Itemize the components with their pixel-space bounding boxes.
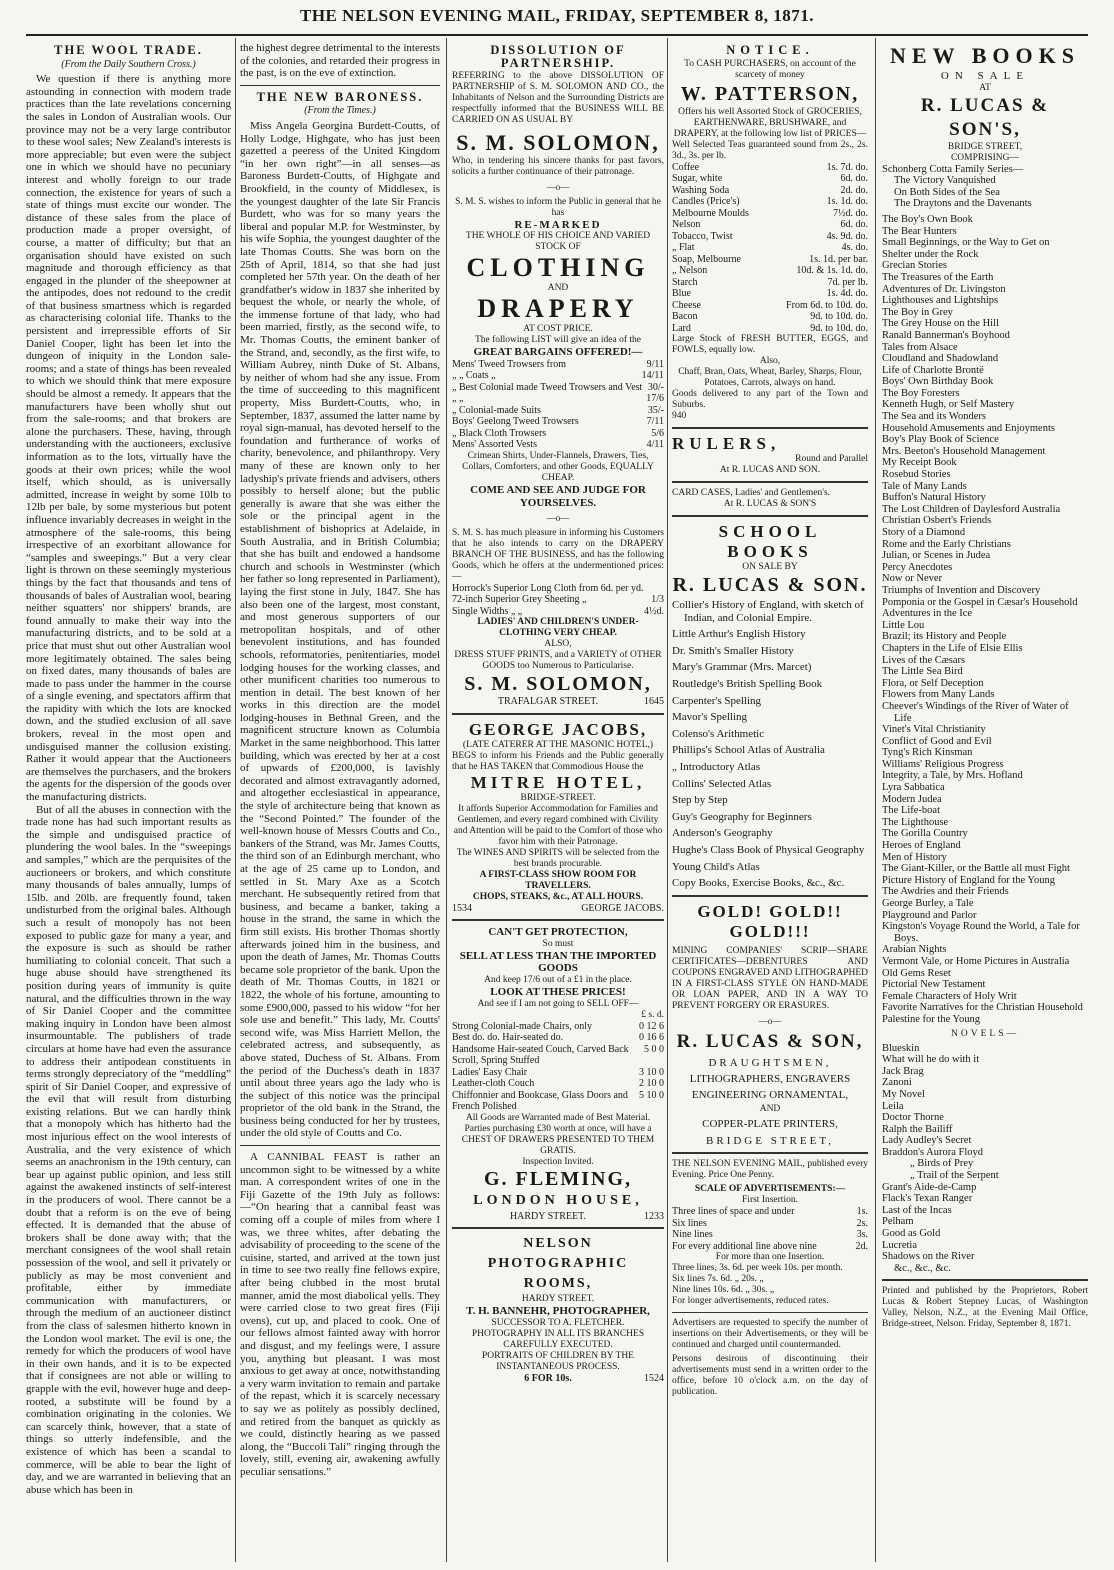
list-item: My Receipt Book (882, 457, 957, 469)
crimean-text: Crimean Shirts, Under-Flannels, Drawers, Ties, Collars, Comforters, and other Goods, EQUALLY CHEAP. (462, 450, 654, 483)
list-item: Lighthouses and Lightships (882, 295, 999, 307)
list-item: Colenso's Arithmetic (672, 727, 765, 740)
desirous-text: Persons desirous of discontinuing their advertisements must send in a written order to the office, before 10 o'clock a.m. on the day of publication. (672, 1354, 868, 1398)
list-item: Kenneth Hugh, or Self Mastery (882, 399, 1015, 411)
price-row: Three lines of space and under 1s. (672, 1206, 868, 1218)
monthly-rate: Six lines 7s. 6d. „ 20s. „ (672, 1274, 764, 1285)
grocery-list (672, 162, 868, 335)
column-rule (446, 38, 447, 1562)
jacobs-name: GEORGE JACOBS, (468, 719, 648, 739)
price-row: Lard 9d. to 10d. do. (672, 322, 868, 334)
list-item: Shelter under the Rock (882, 248, 979, 260)
list-item: Adventures in the Ice (882, 608, 973, 620)
list-item: Last of the Incas (882, 1204, 952, 1216)
rulers-at: At R. LUCAS AND SON. (719, 465, 821, 476)
list-item: Life of Charlotte Brontë (882, 364, 984, 376)
list-item: Tyng's Rich Kinsman (882, 747, 973, 759)
list-item: Routledge's British Spelling Book (672, 678, 823, 691)
baroness-source: (From the Times.) (304, 105, 376, 117)
price-row: Strong Colonial-made Chairs, only 0 12 6 (452, 1020, 664, 1032)
list-item: Boys' Own Birthday Book (882, 376, 994, 388)
list-item: Palestine for the Young (882, 1013, 980, 1025)
list-item: Vermont Vale, or Home Pictures in Australia (882, 955, 1070, 967)
list-item: On Both Sides of the Sea (894, 186, 1000, 198)
list-item: Brazil; its History and People (882, 631, 1007, 643)
price-row: Mens' Tweed Trowsers from 9/11 (452, 358, 664, 370)
list-item: Lucretia (882, 1239, 917, 1251)
list-item: Grecian Stories (882, 260, 948, 272)
drapery-heading: DRAPERY (477, 294, 639, 324)
price-row: Mens' Assorted Vests 4/11 (452, 439, 664, 451)
list-item: Rome and the Early Christians (882, 538, 1011, 550)
list-item: The Gorilla Country (882, 828, 968, 840)
list-item: Collier's History of England, with sketch of Indian, and Colonial Empire. (672, 599, 864, 624)
list-item: Dr. Smith's Smaller History (672, 644, 794, 657)
list-item: Braddon's Aurora Floyd (882, 1146, 984, 1158)
list-item: The Boy in Grey (882, 306, 953, 318)
list-item: Cheever's Windings of the River of Water of Life (882, 700, 1069, 724)
first-insertion: First Insertion. (742, 1195, 798, 1206)
list-item: Tales from Alsace (882, 341, 958, 353)
list-item: Little Arthur's English History (672, 628, 806, 641)
street-row: HARDY STREET. 1233 (509, 1210, 664, 1222)
list-item: Blueskin (882, 1042, 920, 1054)
list-item: Leila (882, 1100, 904, 1112)
photo-title: NELSON PHOTOGRAPHIC ROOMS, (487, 1236, 629, 1292)
price-row: „ „ Coats „ 14/11 (452, 370, 664, 382)
monthly-rate: Nine lines 10s. 6d. „ 30s. „ (672, 1285, 775, 1296)
list-item: Pomponia or the Gospel in Cæsar's Household (882, 596, 1078, 608)
school-books-title: SCHOOL BOOKS (718, 522, 822, 562)
price-row: Cheese From 6d. to 10d. do. (672, 299, 868, 311)
new-book-list (882, 164, 1088, 1275)
cards-title: CARD CASES, Ladies' and Gentlemen's. (672, 488, 831, 499)
separator: —o— (546, 182, 570, 193)
divider (240, 1145, 440, 1146)
column-rule (667, 38, 668, 1562)
list-item: Percy Anecdotes (882, 561, 953, 573)
patterson-offers: Offers his well Assorted Stock of GROCERIES, EARTHENWARE, BRUSHWARE, and DRAPERY, at the following low list of PRICES— (673, 106, 867, 139)
photo-branches: PHOTOGRAPHY IN ALL ITS BRANCHES CAREFULLY EXECUTED. (471, 1328, 645, 1350)
cost-label: AT COST PRICE. (523, 324, 593, 335)
price-row: 6 FOR 10s. 1524 (524, 1372, 664, 1384)
cards-at: At R. LUCAS & SON'S (723, 499, 817, 510)
lucas-copperplate: COPPER-PLATE PRINTERS, (702, 1118, 838, 1131)
and-see: And see if I am not going to SELL OFF— (477, 998, 639, 1009)
list-item: The Boy's Own Book (882, 213, 973, 225)
photo-street: HARDY STREET. (521, 1294, 595, 1305)
list-item: Copy Books, Exercise Books, &c., &c. (672, 877, 845, 890)
london-house: LONDON HOUSE, (473, 1192, 643, 1208)
list-item: Small Beginnings, or the Way to Get on (882, 237, 1050, 249)
list-item: Schonberg Cotta Family Series— (882, 163, 1024, 175)
list-item: Conflict of Good and Evil (882, 735, 992, 747)
lucas-lithographers: LITHOGRAPHERS, ENGRAVERS (689, 1072, 851, 1085)
list-item: Jack Brag (882, 1065, 924, 1077)
rulers-line: Round and Parallel (795, 454, 868, 465)
price-row: Soap, Melbourne 1s. 1d. per bar. (672, 253, 868, 265)
price-row: „ Flat 4s. do. (672, 242, 868, 254)
list-item: The Lighthouse (882, 816, 949, 828)
column-4 (672, 42, 868, 1562)
jacobs-wines: The WINES AND SPIRITS will be selected from the best brands procurable. (456, 847, 660, 869)
solomon-wishes: S. M. S. wishes to inform the Public in general that he has (455, 196, 661, 218)
price-row: 72-inch Superior Grey Sheeting „ 1/3 (452, 594, 664, 606)
cannibal-paragraph: A CANNIBAL FEAST is rather an uncommon sight to be witnessed by a white man. A correspondent writes of one in the Fiji Gazette of the 19th July as follows:—“On hearing that a cannibal feast was coming off a couple of miles from where I was, we three whites, after debating the advisability of proceeding to the scene of the cuisine, started, and arrived at the town just in time to see two really fine fellows expire, after being clubbed in the most brutal manner, amid the most diabolical yells. They were carried close to two great fires (Fiji ovens), cut up, and placed to cook. One of our fellows almost fainted away with horror and disgust, and my feelings were, I assure you, anything but pleasant. I was most anxious to get away at once, notwithstanding a very warm invitation to remain and partake of the repast, which it is scarcely necessary to say we as politely as possibly declined, and retired from the banquet as quickly as we could, distinctly hearing as we passed along, the “Buccoli Tali” ringing through the lovely, still, evening air, awakening awfully peculiar sensations.” (240, 1151, 440, 1478)
at-label: AT (979, 82, 991, 93)
photo-successor: SUCCESSOR TO A. FLETCHER. (491, 1317, 625, 1328)
new-books-title: NEW BOOKS (890, 43, 1080, 68)
column-1 (26, 42, 231, 1562)
jacobs-chops: CHOPS, STEAKS, &c., AT ALL HOURS. (472, 891, 644, 902)
chaff-text: Chaff, Bran, Oats, Wheat, Barley, Sharps, Flour, Potatoes, Carrots, always on hand. (678, 367, 862, 389)
list-item: The Boy Foresters (882, 387, 960, 399)
solomon-thanks: Who, in tendering his sincere thanks for past favors, solicits a further continuance of their patronage. (452, 156, 664, 178)
price-row: „ Best Colonial made Tweed Trowsers and Vest 30/- (452, 381, 664, 393)
list-item: Step by Step (672, 794, 728, 807)
list-item: Hughe's Class Book of Physical Geography (672, 844, 865, 856)
divider (672, 515, 868, 517)
wool-continuation: the highest degree detrimental to the interests of the colonies, and retarded their progress in the past, is on the eve of extinction. (240, 42, 440, 80)
school-sale: ON SALE BY (742, 562, 798, 573)
list-item: Little Lou (882, 619, 925, 631)
list-item: Christian Osbert's Friends (882, 515, 992, 527)
list-item: Boy's Play Book of Science (882, 434, 999, 446)
price-row: „ „ 17/6 (452, 393, 664, 405)
baroness-paragraph: Miss Angela Georgina Burdett-Coutts, of Holly Lodge, Highgate, who has just been gazetted a peeress of the United Kingdom “in her own right”—in all senses—as Baroness Burdett-Coutts, of Highgate and Brookfield, in the county of Middlesex, is the youngest daughter of the late Sir Francis Burdett, who was for so many years the liberal and popular M.P. for Westminster, by his wife Sophia, the youngest daughter of the late Thomas Coutts. She was born on the 25th of April, 1814, so that she had just completed her 57th year. On the death of her grandfather's widow in 1837 she inherited by bequest the whole, or nearly the whole, of the immense fortune of that lady, who had been married, firstly, as the second wife, to Mr. Thomas Coutts, the eminent banker of the Strand, and, secondly, as the first wife, to William Aubrey, ninth Duke of St. Albans, by neither of whom had she any issue. From the time of succeeding to this magnificent property, Miss Burdett-Coutts, who, in September, 1837, assumed the latter name by royal sign-manual, has devoted herself to the foundation and furtherance of works of charity, benevolence, and philanthropy. Very many of these are known only to her ladyship's private friends and advisers, others possibly to herself alone; but the public generally is aware that she was either the sole or the principal agent in the establishment of bishoprics at Adelaide, in South Australia, and in British Columbia; that she has built and endowed a handsome church and schools in Westminster (which her father so long represented in Parliament), laying the first stone in July, 1847. She has also been one of the largest, most constant, and most generous supporters of our metropolitan hospitals, and of other benevolent institutions, and has founded schools, reformatories, penitentiaries, model lodging houses for the working classes, and other munificent charities too numerous to mention in detail. The best known of her works in this direction are the model lodging-houses in Bethnal Green, and the magnificent structure known as Columbia Market in the same neighborhood. This latter building, which was erected by her at a cost of upwards of £200,000, is lavishly decorated and almost extravagantly adorned, and altogether ecclesiastical in appearance, the style of architecture being that known as the “Second Pointed.” The founder of the well-known house of Messrs Coutts and Co., bankers of the Strand, was Mr. James Coutts, the third son of an Edinburgh merchant, who at the age of 25 came up to London, and settled in St. Mary Axe as a Scotch merchant. He subsequently retired from that business, and became a banker, taking a house in the strand, the same in which the firm still exists. His brother Thomas shortly afterwards joined him in the business, and upon the death of James, Mr. Thomas Coutts became sole proprietor of the bank. Upon the death of Mr. Thomas Coutts, in 1821 or 1822, the whole of his fortune, amounting to some £900,000, passed to his widow “for her sole use and benefit.” This lady, Mr. Coutts' second wife, was Miss Harriett Mellon, the celebrated actress, and subsequently, as above stated, Duchess of St. Albans. From the period of the Duchess's death in 1837 until about three years ago the lady who is the subject of this notice was the principal proprietor of the old bank in the Strand, the business being conducted for her by trustees, under the old style of Coutts and Co. (240, 119, 440, 1140)
comprising: COMPRISING— (950, 152, 1020, 163)
list-item: Men of History (882, 851, 947, 863)
price-row: Single Widths „ „ 4½d. (452, 605, 664, 617)
solomon-intro: REFERRING to the above DISSOLUTION OF PARTNERSHIP of S. M. SOLOMON AND CO., the Inhabitants of Nelson and the Surrounding Districts are respectfully informed that the BUSINESS WILL BE CARRIED ON AS USUAL BY (452, 71, 664, 126)
column-rule (235, 38, 236, 1562)
price-row: Blue 1s. 4d. do. (672, 288, 868, 300)
price-row: Chiffonnier and Bookcase, Glass Doors and French Polished 5 10 0 (452, 1089, 664, 1113)
baroness-title: THE NEW BARONESS. (256, 89, 424, 104)
list-item: Good as Gold (882, 1228, 941, 1240)
newbooks-street: BRIDGE STREET, (947, 141, 1023, 152)
price-row: Nelson 6d. do. (672, 219, 868, 231)
school-book-list (672, 599, 868, 890)
bargains-heading: GREAT BARGAINS OFFERED!— (473, 346, 643, 359)
list-item: „ Trail of the Serpent (910, 1170, 999, 1182)
divider (672, 1152, 868, 1154)
cant-heading: CAN'T GET PROTECTION, (488, 926, 628, 939)
list-item: The Awdries and their Friends (882, 886, 1009, 898)
price-row: „ Nelson 10d. & 1s. 1d. do. (672, 265, 868, 277)
list-item: Heroes of England (882, 840, 961, 852)
column-rule (875, 38, 876, 1562)
list-item: The Grey House on the Hill (882, 318, 999, 330)
divider (882, 1279, 1088, 1281)
list-item: Lives of the Cæsars (882, 654, 966, 666)
list-item: Flack's Texan Ranger (882, 1193, 973, 1205)
list-item: The Sea and its Wonders (882, 411, 986, 423)
list-item: The Giant-Killer, or the Battle all must Fight (882, 863, 1070, 875)
clothing-heading: CLOTHING (466, 253, 650, 283)
list-item: The Lost Children of Daylesford Australia (882, 503, 1061, 515)
price-row: Sugar, white 6d. do. (672, 173, 868, 185)
list-item: Shadows on the River (882, 1251, 975, 1263)
price-row: Boys' Geelong Tweed Trowsers 7/11 (452, 416, 664, 428)
jacobs-street: BRIDGE-STREET. (520, 792, 596, 803)
list-item: The Victory Vanquished (894, 175, 996, 187)
list-item: Doctor Thorne (882, 1112, 944, 1124)
wool-paragraph: We question if there is anything more astounding in connection with modern trade practices than the late revelations concerning the sales in London of Australian wools. Our province may not be a very large contributor to these wool sales; New Zealand's interests is more appreciable; but even were the subject one in which we should have no pecuniary interest and wholly foreign to our trade connection, the existence for years of such a state of things must excite our wonder. The distance of these sales from the place of production made a proper oversight, of course, a matter of difficulty; but that an organisation should have existed on such magnitude and thorough efficiency as that engaged in the plunder of the sheepowner at the antipodes, does not redound to the credit of that business smartness which is regarded as characterising colonial life. Thanks to the persistent and irrepressible efforts of Sir Daniel Cooper, light has been let into the dungeon of iniquity in the London sale-rooms; and a state of things has been revealed to which we should think that mere exposure should be almost a remedy. It appears that the manufacturers have been wholly shut out from the sale-rooms; and that brokers are alone the purchasers. These, having, through understanding with the auctioneers, exclusive information as to the lots, virtually have the goods at their own prices; while the wool itself, which should, as is universally admitted, increase in weight by some 10lb to 12lb per bale, by some mysterious but potent influence invariably decreases in weight in the atmosphere of the sale-rooms, this being irrespective of an exorbitant allowance for “samples and sweepings.” But a very clear light is thrown on these seemingly mysterious things by the fact that thousands and tens of thousands of bales of Australian wool, bearing neither squatters' nor shippers' brands, are found annually to make their way into the manufacturing districts, and to be sold at a price that must shut out other Australian wool more legitimately obtained. The sales being on fixed dates, many thousands of bales are made to pass under the hammer in the course of a single evening, and spectators affirm that the rapidity with which the lots are knocked down, and the studied exclusion of all save brokers, reveal in the most open and undisguised manner the collusion existing. Rather it would appear that the Auctioneers are themselves the purchasers, and the brokers the agents for the dispersion of the goods over the manufacturing districts. (26, 73, 231, 804)
list-item: The Treasures of the Earth (882, 271, 994, 283)
price-row: Horrock's Superior Long Cloth from 6d. per yd. (452, 582, 644, 594)
column-2 (240, 42, 440, 1562)
list-item: Lyra Sabbatica (882, 782, 945, 794)
solomon-name: S. M. SOLOMON, (456, 130, 660, 156)
list-item: Julian, or Scenes in Judea (882, 550, 991, 562)
list-item: The Little Sea Bird (882, 666, 963, 678)
divider (452, 713, 664, 715)
list-item: Tale of Many Lands (882, 480, 967, 492)
price-row: Washing Soda 2d. do. (672, 184, 868, 196)
list-item: Mavor's Spelling (672, 711, 748, 724)
list-item: Favorite Narratives for the Christian Household (882, 1002, 1083, 1014)
school-name: R. LUCAS & SON. (672, 574, 868, 597)
list-item: „ Birds of Prey (910, 1158, 974, 1170)
price-row: „ Colonial-made Suits 35/- (452, 404, 664, 416)
jacobs-begs: BEGS to inform his Friends and the Public generally that he HAS TAKEN that Commodious House the (452, 750, 664, 772)
list-item: Household Amusements and Enjoyments (882, 422, 1055, 434)
list-item: George Burley, a Tale (882, 898, 974, 909)
come-heading: COME AND SEE AND JUDGE FOR YOURSELVES. (470, 483, 646, 509)
column-3 (452, 42, 664, 1562)
street-row: TRAFALGAR STREET. 1645 (497, 696, 664, 708)
gold-title: GOLD! GOLD!! GOLD!!! (697, 901, 843, 941)
newbooks-name: R. LUCAS & SON'S, (920, 94, 1050, 140)
list-item: The Draytons and the Davenants (894, 198, 1032, 210)
price-row: Starch 7d. per lb. (672, 276, 868, 288)
price-row: Six lines 2s. (672, 1217, 868, 1229)
delivered-text: Goods delivered to any part of the Town and Suburbs. (672, 389, 868, 411)
more-insertion: For more than one Insertion. (715, 1252, 825, 1263)
price-row: Melbourne Moulds 7½d. do. (672, 207, 868, 219)
list-item: Zanoni (882, 1077, 912, 1089)
lucas-name: R. LUCAS & SON, (676, 1031, 864, 1053)
list-item: Mrs. Beeton's Household Management (882, 445, 1046, 457)
divider (672, 1312, 868, 1313)
list-item: Young Child's Atlas (672, 860, 760, 873)
wool-source: (From the Daily Southern Cross.) (61, 58, 196, 70)
so-must: So must (542, 938, 574, 949)
price-row: Coffee 1s. 7d. do. (672, 161, 868, 173)
price-row: Best do. do. Hair-seated do. 0 16 6 (452, 1032, 664, 1044)
lucas-street: BRIDGE STREET, (706, 1134, 834, 1147)
look-heading: LOOK AT THESE PRICES! (490, 986, 626, 999)
list-intro: The following LIST will give an idea of the (474, 335, 642, 346)
list-item: What will he do with it (882, 1054, 980, 1066)
butter-text: Large Stock of FRESH BUTTER, EGGS, and FOWLS, equally low. (672, 334, 868, 356)
sign-row: 1534 GEORGE JACOBS. (452, 902, 664, 914)
list-item: Flowers from Many Lands (882, 689, 995, 701)
list-item: Playground and Parlor (882, 909, 977, 921)
list-item: Grant's Aide-de-Camp (882, 1181, 977, 1193)
patterson-teas: Well Selected Teas guaranteed sound from 2s., 2s. 3d., 3s. per lb. (672, 139, 868, 161)
parties-text: Parties purchasing £30 worth at once, will have a CHEST OF DRAWERS PRESENTED TO THEM GRATIS. (461, 1123, 655, 1156)
inspection-text: Inspection Invited. (522, 1156, 594, 1167)
mail-text: THE NELSON EVENING MAIL, published every Evening. Price One Penny. (672, 1159, 868, 1181)
ad-number: 940 (672, 411, 687, 422)
cash-text: To CASH PURCHASERS, on account of the scarcety of money (684, 58, 856, 80)
list-item: Kingston's Voyage Round the World, a Tale for Boys. (882, 921, 1080, 944)
lucas-draughtsmen: DRAUGHTSMEN, (708, 1057, 832, 1070)
list-item: Anderson's Geography (672, 827, 773, 840)
patterson-name: W. PATTERSON, (680, 82, 860, 105)
list-item: Chapters in the Life of Elsie Ellis (882, 642, 1023, 654)
warranted-text: All Goods are Warranted made of Best Material. (465, 1112, 651, 1123)
list-item: Cloudland and Shadowland (882, 353, 999, 365)
price-row: Nine lines 3s. (672, 1229, 868, 1241)
list-item: Guy's Geography for Beginners (672, 810, 812, 823)
mitre-hotel: MITRE HOTEL, (470, 772, 646, 792)
list-item: Modern Judea (882, 793, 942, 805)
novels-heading: NOVELS— (951, 1028, 1019, 1039)
and-label: AND (759, 1104, 781, 1115)
ladies-heading: LADIES' AND CHILDREN'S UNDER-CLOTHING VERY CHEAP. (477, 617, 639, 639)
price-row: Tobacco, Twist 4s. 9d. do. (672, 230, 868, 242)
list-item: Phillips's School Atlas of Australia (672, 744, 825, 757)
rulers-title: RULERS, (672, 434, 781, 454)
column-5 (882, 42, 1088, 1562)
list-item: Pelham (882, 1216, 914, 1228)
top-rule (26, 34, 1088, 36)
list-item: Adventures of Dr. Livingston (882, 283, 1006, 295)
list-item: Picture History of England for the Young (882, 874, 1055, 886)
jacobs-affords: It affords Superior Accommodation for Families and Gentlemen, and every regard combined with Civility and Attention will be paid to the Comfort of those who favor him with their Patronage. (453, 803, 663, 847)
list-item: Now or Never (882, 573, 943, 585)
list-item: &c., &c., &c. (894, 1262, 951, 1274)
price-row: Handsome Hair-seated Couch, Carved Back Scroll, Spring Stuffed 5 0 0 (452, 1043, 664, 1067)
list-item: Rosebud Stories (882, 469, 951, 481)
price-row: Ladies' Easy Chair 3 10 0 (452, 1066, 664, 1078)
separator: —o— (758, 1015, 782, 1026)
monthly-rate: Three lines, 3s. 6d. per week 10s. per month. (672, 1263, 843, 1274)
divider (672, 481, 868, 483)
list-item: Story of a Diamond (882, 527, 966, 538)
divider (672, 895, 868, 897)
lucas-engineering: ENGINEERING ORNAMENTAL, (691, 1088, 849, 1101)
price-list (452, 359, 664, 451)
wool-title: THE WOOL TRADE. (54, 43, 203, 57)
list-item: Ralph the Bailiff (882, 1123, 953, 1135)
sell-heading: SELL AT LESS THAN THE IMPORTED GOODS (459, 949, 657, 975)
price-row: „ Black Cloth Trowsers 5/6 (452, 427, 664, 439)
list-item: Carpenter's Spelling (672, 694, 762, 707)
on-sale: ON SALE (940, 70, 1030, 82)
list-item: Vinet's Vital Christianity (882, 724, 986, 736)
list-item: Collins' Selected Atlas (672, 777, 772, 790)
list-item: Triumphs of Invention and Discovery (882, 584, 1041, 596)
list-item: Mary's Grammar (Mrs. Marcet) (672, 661, 812, 674)
divider (240, 85, 440, 86)
price-row: For every additional line above nine 2d. (672, 1240, 868, 1252)
list-item: The Life-boat (882, 805, 941, 817)
jacobs-show: A FIRST-CLASS SHOW ROOM FOR TRAVELLERS. (479, 869, 637, 891)
list-item: Female Characters of Holy Writ (882, 990, 1017, 1002)
list-item: „ Introductory Atlas (672, 761, 760, 774)
also-label: ALSO, (544, 639, 572, 650)
notice-title: NOTICE. (726, 43, 814, 57)
price-row: Candles (Price's) 1s. 1d. do. (672, 196, 868, 208)
drapery-branch: S. M. S. has much pleasure in informing his Customers that he also intends to carry on the DRAPERY BRANCH OF THE BUSINESS, and has the following Goods, which he offers at the undermentioned prices:— (452, 527, 664, 582)
dress-text: DRESS STUFF PRINTS, and a VARIETY of OTHER GOODS too Numerous to Particularise. (454, 650, 662, 672)
jacobs-late: (LATE CATERER AT THE MASONIC HOTEL,) (462, 739, 654, 750)
list-item: Ranald Bannerman's Boyhood (882, 329, 1010, 341)
divider (452, 919, 664, 921)
solomon-name-2: S. M. SOLOMON, (464, 673, 652, 696)
list-item: Arabian Nights (882, 944, 947, 956)
list-item: My Novel (882, 1088, 925, 1100)
list-item: Pictorial New Testament (882, 979, 986, 991)
keep-text: And keep 17/6 out of a £1 in the place. (484, 975, 632, 986)
wool-paragraph: But of all the abuses in connection with the trade none has had such important results as the simple and undisguised practice of plundering the wool bales. In the “sweepings and samples,” which are the perquisites of the auctioneers or brokers, and which constitute many thousands of bales annually, lumps of 15lb. and 20lb. are frequently found, taken undisturbed from the original bales. Although such a result of monopoly has not been exposed to public gaze for many a year, and the exposure is such as should be rather humiliating to colonial conceit. That such a huge abuse should have strengthened its position during years of immunity is quite natural, and the difficulties thrown in the way of Sir Daniel Cooper and the committee making inquiry in London have been almost insurmountable. The publishers of trade circulars at home have had even the assurance to address their antipodean constituents in terms strongly depreciatory of the “meddling” spirit of Sir Daniel Cooper, and expressive of the evil that will result from disturbing existing relations. But we can hardly think that a monopoly which has hitherto had the most injurious effect on the wool interests of Australia, and the very existence of which seems an anachronism in the 19th century, can bear up against public opinion, and less still against the awakened instincts of self-interest in the producers of wool. There cannot be a doubt that a reform is on the eve of being effected. It is demanded that the abuse of brokers shall be done away with; that the merchant consignees of the wool shall retain possession of the wool, and sell it privately or publicly as may be most convenient and profitable, either by immediate communication with manufacturers, or through the medium of an auctioneer distinct from the class of salesmen hitherto known in the London wool market. The evil is one, the remedy for which the producers of wool have in their own hands, and it is to be expected that if consignees are not able or willing to grapple with the evil, however huge and deep-rooted, a substitute will be found by a combination originating in the colonies. We can scarcely think, however, that a state of things so utterly indefensible, and the existence of which has been a scandal to commerce, will be able to bear the light of day, and we are warranted in believing that an abuse which has been in (26, 803, 231, 1496)
divider (452, 1227, 664, 1229)
list-item: Lady Audley's Secret (882, 1135, 972, 1147)
list-item: Old Gems Reset (882, 967, 951, 979)
imprint: Printed and published by the Proprietors, Robert Lucas & Robert Stepney Lucas, of Washington Valley, Nelson, N.Z., at the Evening Mail Office, Bridge-street, Nelson. Friday, September 8, 1871. (882, 1286, 1088, 1330)
list-item: Flora, or Self Deception (882, 677, 984, 689)
divider (672, 427, 868, 429)
longer-text: For longer advertisements, reduced rates. (672, 1296, 829, 1307)
price-row: Leather-cloth Couch 2 10 0 (452, 1078, 664, 1090)
solomon-title: DISSOLUTION OF PARTNERSHIP. (490, 43, 626, 70)
also-label: Also, (759, 356, 781, 367)
requested-text: Advertisers are requested to specify the number of insertions on their Advertisements, or they will be continued and charged until countermanded. (672, 1318, 868, 1351)
and-label: AND (547, 283, 569, 294)
lsd-header: £ s. d. (641, 1009, 664, 1020)
photo-name: T. H. BANNEHR, PHOTOGRAPHER, (466, 1305, 650, 1318)
solomon-remarked: RE-MARKED (514, 218, 602, 231)
list-item: Integrity, a Tale, by Mrs. Hofland (882, 770, 1023, 782)
scale-heading: SCALE OF ADVERTISEMENTS:— (694, 1184, 846, 1195)
masthead: THE NELSON EVENING MAIL, FRIDAY, SEPTEMBER 8, 1871. (299, 6, 815, 25)
solomon-whole: THE WHOLE OF HIS CHOICE AND VARIED STOCK OF (465, 231, 651, 253)
list-item: Buffon's Natural History (882, 492, 986, 504)
fleming-name: G. FLEMING, (483, 1167, 633, 1190)
separator: —o— (546, 513, 570, 524)
photo-portraits: PORTRAITS OF CHILDREN BY THE INSTANTANEOUS PROCESS. (482, 1350, 634, 1372)
gold-text: MINING COMPANIES' SCRIP—SHARE CERTIFICATES—DEBENTURES AND COUPONS ENGRAVED AND LITHOGRAPHED IN A FIRST-CLASS STYLE ON HAND-MADE OR LOAN PAPER, AND IN A WAY TO PREVENT FORGERY OR ERASURES. (672, 945, 868, 1011)
list-item: Williams' Religious Progress (882, 758, 1004, 770)
list-item: The Bear Hunters (882, 225, 957, 237)
price-row: Bacon 9d. to 10d. do. (672, 311, 868, 323)
